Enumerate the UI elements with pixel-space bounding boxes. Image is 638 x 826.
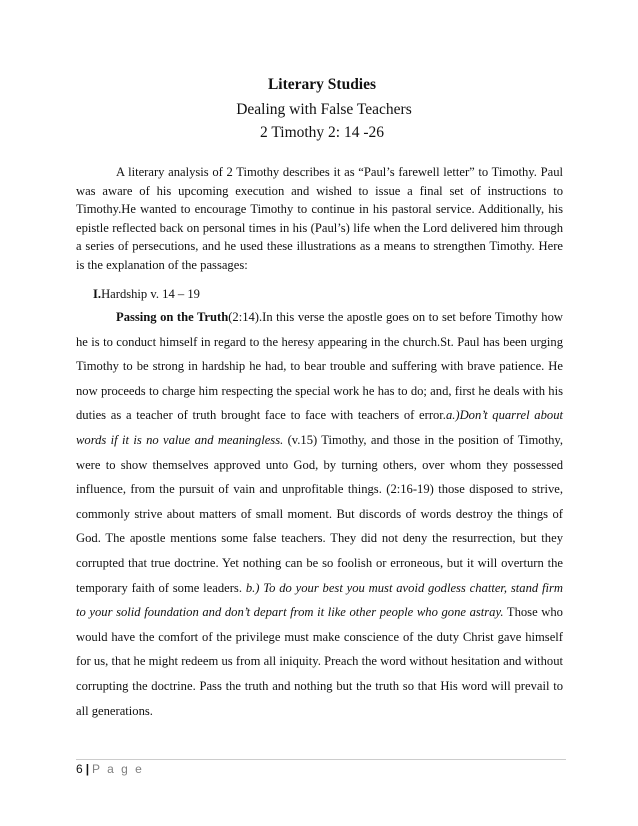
section-heading-text: Hardship v. 14 – 19 bbox=[101, 287, 200, 301]
page-number: 6 bbox=[76, 762, 83, 776]
document-subtitle: Dealing with False Teachers bbox=[236, 101, 412, 118]
passage-text-1: (2:14).In this verse the apostle goes on to set before Timothy how he is to conduct himself in regard to the heresy appearing in the church.St. Paul has been urging Timothy to be strong in hardship he had, to bear trouble and suffering with brave patience. He now proceeds to charge him respecting the special work he has to do; and, first he deals with his duties as a teacher of truth brought face to face with teachers of error. bbox=[76, 310, 563, 423]
page-label: P a g e bbox=[92, 762, 144, 776]
passage-text-3: Those who would have the comfort of the privilege must make conscience of the duty Christ gave himself for us, that he might redeem us from all iniquity. Preach the word without hesitation and without corrupting the doctrine. Pass the truth and nothing but the truth so that His word will prevail to all generations. bbox=[76, 605, 563, 718]
passage-paragraph bbox=[76, 305, 563, 723]
section-number: I. bbox=[93, 287, 102, 301]
intro-paragraph: A literary analysis of 2 Timothy describes it as “Paul’s farewell letter” to Timothy. Paul was aware of his upcoming execution and wished to issue a final set of instructions to Timothy.He wanted to encourage Timothy to continue in his pastoral service. Additionally, his epistle reflected back on personal times in his (Paul’s) life when the Lord delivered him through a series of persecutions, and he used these illustrations as a means to strengthen Timothy. Here is the explanation of the passages: bbox=[76, 165, 563, 272]
passage-italic-2: b.) To do your best you must avoid godless chatter, stand firm to your solid foundation and don’t depart from it like other people who gone astray. bbox=[76, 580, 563, 620]
scripture-reference: 2 Timothy 2: 14 -26 bbox=[260, 124, 385, 141]
passage-italic-1: a.)Don’t quarrel about words if it is no value and meaningless. bbox=[76, 408, 563, 447]
section-heading bbox=[93, 287, 200, 302]
passage-text-2: (v.15) Timothy, and those in the position of Timothy, were to show themselves approved unto God, by turning others, over whom they possessed influence, from the pursuit of vain and unprofitable things. (2:16-19) those disposed to strive, commonly strive about matters of small moment. But discords of words destroy the things of God. The apostle mentions some false teachers. They did not deny the resurrection, but they corrupted that true doctrine. Yet nothing can be so foolish or erroneous, but it will overturn the temporary faith of some leaders. bbox=[76, 432, 563, 595]
page-footer bbox=[76, 762, 144, 776]
document-title: Literary Studies bbox=[267, 76, 377, 93]
footer-divider bbox=[76, 759, 566, 760]
footer-separator: | bbox=[85, 762, 90, 776]
passage-lead: Passing on the Truth bbox=[116, 310, 229, 324]
